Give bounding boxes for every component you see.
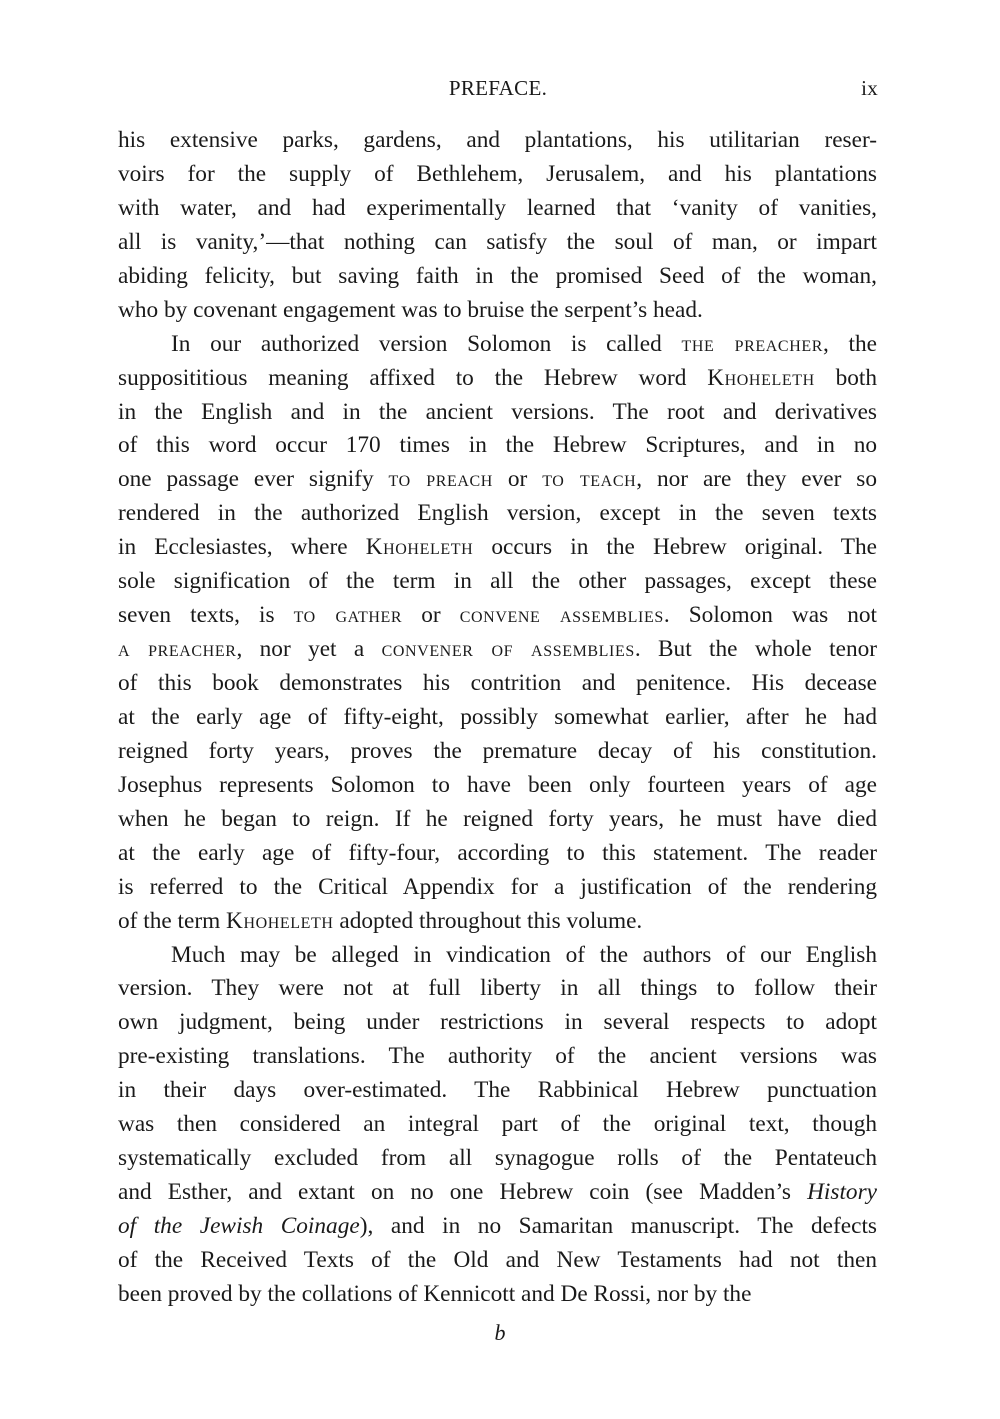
text-line: of the term Khoheleth adopted throughout this volume. bbox=[118, 907, 643, 934]
text-line: of the Received Texts of the Old and New Testaments had not then bbox=[118, 1246, 877, 1273]
text-line: in their days over-estimated. The Rabbinical Hebrew punctuation bbox=[118, 1077, 877, 1104]
small-caps-term: Khoheleth bbox=[226, 907, 334, 934]
paragraph-3 bbox=[118, 939, 877, 1312]
small-caps-term: a preacher bbox=[118, 636, 237, 663]
italic-title: History bbox=[807, 1179, 877, 1206]
text-line: been proved by the collations of Kennicott and De Rossi, nor by the bbox=[118, 1280, 752, 1307]
text-line: of this word occur 170 times in the Hebrew Scriptures, and in no bbox=[118, 432, 877, 459]
body-text bbox=[118, 124, 877, 1312]
text-line: with water, and had experimentally learned that ‘vanity of vanities, bbox=[118, 194, 877, 221]
text-line: pre-existing translations. The authority of the ancient versions was bbox=[118, 1043, 877, 1070]
text-line: In our authorized version Solomon is called the preacher, the bbox=[171, 330, 877, 357]
text-line: his extensive parks, gardens, and plantations, his utilitarian reser- bbox=[118, 127, 877, 153]
small-caps-term: Khoheleth bbox=[365, 534, 474, 561]
text-line: all is vanity,’—that nothing can satisfy the soul of man, or impart bbox=[118, 228, 877, 255]
text-line: Josephus represents Solomon to have been only fourteen years of age bbox=[118, 771, 877, 798]
text-line: seven texts, is to gather or convene assemblies. Solomon was not bbox=[118, 602, 877, 629]
text-line: in Ecclesiastes, where Khoheleth occurs in the Hebrew original. The bbox=[118, 534, 877, 561]
page-number: ix bbox=[861, 76, 878, 100]
small-caps-term: to preach bbox=[388, 466, 493, 493]
text-line: who by covenant engagement was to bruise the serpent’s head. bbox=[118, 296, 703, 323]
text-line: one passage ever signify to preach or to teach, nor are they ever so bbox=[118, 466, 878, 493]
paragraph-2 bbox=[118, 328, 877, 939]
text-line: at the early age of fifty-eight, possibly somewhat earlier, after he had bbox=[118, 703, 877, 730]
text-line: in the English and in the ancient versions. The root and derivatives bbox=[118, 398, 877, 425]
running-head bbox=[118, 76, 878, 104]
text-line: at the early age of fifty-four, according to this statement. The reader bbox=[118, 839, 877, 866]
text-line: and Esther, and extant on no one Hebrew coin (see Madden’s History bbox=[118, 1179, 877, 1206]
small-caps-term: convener of assemblies bbox=[381, 636, 635, 663]
small-caps-term: the preacher bbox=[681, 330, 824, 357]
italic-title: of the Jewish Coinage bbox=[118, 1213, 360, 1239]
signature-mark: b bbox=[494, 1320, 506, 1345]
text-line: supposititious meaning affixed to the Hebrew word Khoheleth both bbox=[118, 364, 877, 391]
text-line: reigned forty years, proves the premature decay of his constitution. bbox=[118, 737, 877, 764]
text-line: Much may be alleged in vindication of the authors of our English bbox=[171, 941, 877, 968]
text-line: abiding felicity, but saving faith in the promised Seed of the woman, bbox=[118, 262, 877, 289]
running-title: PREFACE. bbox=[448, 76, 548, 100]
text-line: own judgment, being under restrictions in several respects to adopt bbox=[118, 1009, 877, 1036]
small-caps-term: convene assemblies bbox=[459, 602, 664, 629]
text-line: version. They were not at full liberty in all things to follow their bbox=[118, 975, 877, 1002]
paragraph-1 bbox=[118, 124, 877, 328]
text-line: was then considered an integral part of the original text, though bbox=[118, 1111, 877, 1138]
text-line: when he began to reign. If he reigned forty years, he must have died bbox=[118, 805, 877, 832]
small-caps-term: Khoheleth bbox=[707, 364, 815, 391]
text-line: a preacher, nor yet a convener of assemblies. But the whole tenor bbox=[118, 636, 877, 663]
text-line: rendered in the authorized English version, except in the seven texts bbox=[118, 500, 877, 527]
small-caps-term: to gather bbox=[293, 602, 403, 629]
text-line: is referred to the Critical Appendix for a justification of the rendering bbox=[118, 873, 877, 900]
text-line: systematically excluded from all synagogue rolls of the Pentateuch bbox=[118, 1145, 877, 1172]
small-caps-term: to teach bbox=[542, 466, 637, 493]
text-line: voirs for the supply of Bethlehem, Jerusalem, and his plantations bbox=[118, 160, 877, 187]
text-line: of this book demonstrates his contrition and penitence. His decease bbox=[118, 670, 877, 696]
text-line: sole signification of the term in all the other passages, except these bbox=[118, 568, 877, 595]
text-line: of the Jewish Coinage), and in no Samaritan manuscript. The defects bbox=[118, 1213, 877, 1239]
